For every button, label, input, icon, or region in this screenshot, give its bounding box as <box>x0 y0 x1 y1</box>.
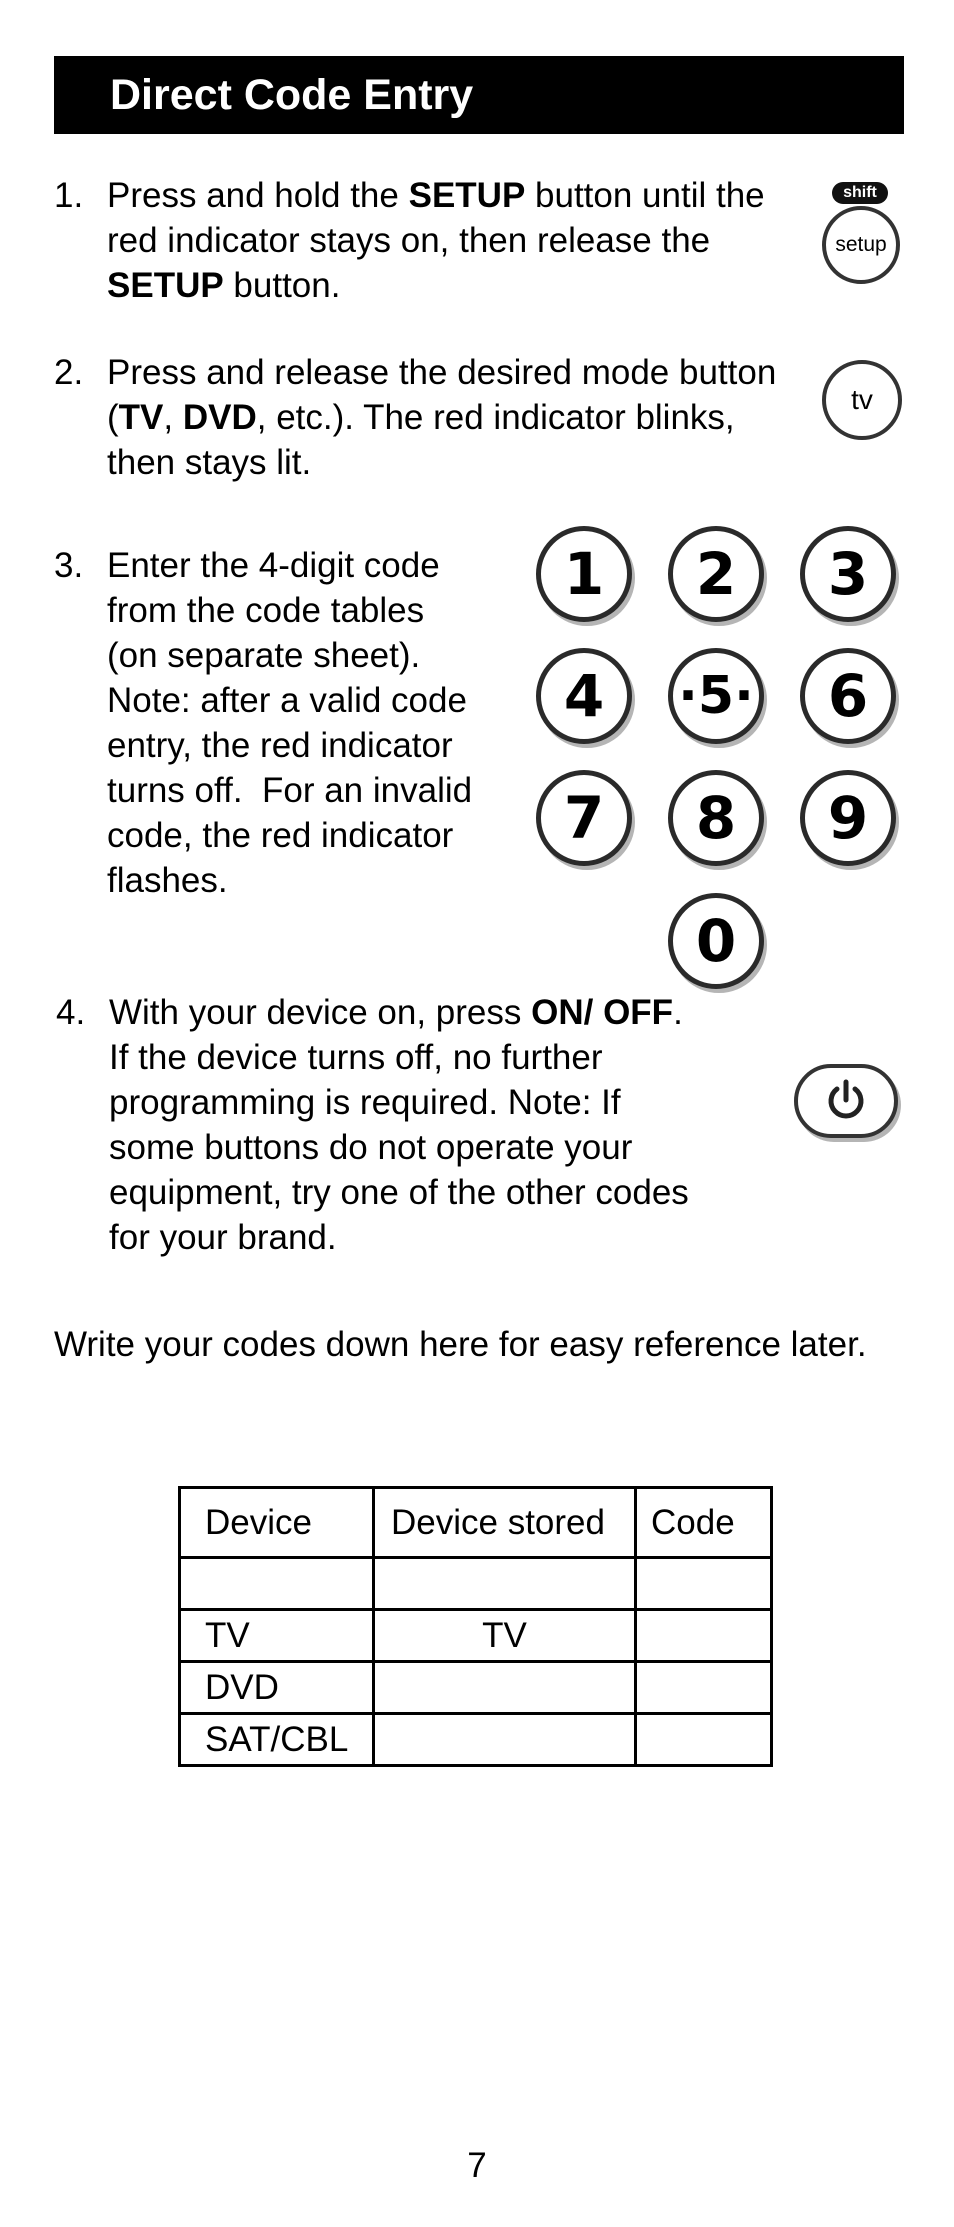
table-cell[interactable] <box>636 1714 772 1766</box>
step-number: 1. <box>54 176 84 215</box>
step-text: Enter the 4-digit code from the code tables (on separate sheet). Note: after a valid code entry, the red indicator turns off. For an invalid code, the red indicator flashes. <box>107 546 473 900</box>
header-cell: Device stored <box>374 1488 636 1558</box>
key-7[interactable]: 7 <box>536 770 632 866</box>
table-cell[interactable] <box>636 1610 772 1662</box>
header-cell: Code <box>636 1488 772 1558</box>
key-1[interactable]: 1 <box>536 526 632 622</box>
table-cell[interactable]: SAT/CBL <box>180 1714 374 1766</box>
power-button[interactable] <box>794 1064 898 1138</box>
table-cell[interactable] <box>636 1662 772 1714</box>
step-number: 3. <box>54 546 84 585</box>
step-number: 4. <box>56 993 86 1032</box>
key-5[interactable]: ·5· <box>668 648 764 744</box>
header-cell: Device <box>180 1488 374 1558</box>
step-text: Press and release the desired mode button (TV, DVD, etc.). The red indicator blinks, then stays lit. <box>107 353 777 482</box>
step-1 <box>54 173 814 313</box>
table-row <box>180 1662 772 1714</box>
table-cell[interactable] <box>374 1662 636 1714</box>
tv-mode-button[interactable]: tv <box>822 360 902 440</box>
page-number: 7 <box>467 2146 487 2185</box>
step-4 <box>56 990 696 1280</box>
section-title: Direct Code Entry <box>110 70 474 119</box>
key-0[interactable]: 0 <box>668 893 764 989</box>
table-header-row <box>180 1488 772 1558</box>
key-6[interactable]: 6 <box>800 648 896 744</box>
table-cell[interactable]: TV <box>374 1610 636 1662</box>
table-cell[interactable]: DVD <box>180 1662 374 1714</box>
table-row <box>180 1610 772 1662</box>
table-row <box>180 1558 772 1610</box>
table-cell[interactable]: TV <box>180 1610 374 1662</box>
step-2 <box>54 350 814 490</box>
table-cell[interactable] <box>180 1558 374 1610</box>
step-text: Press and hold the SETUP button until the red indicator stays on, then release the SETUP button. <box>107 176 765 305</box>
code-table <box>178 1486 773 1767</box>
table-cell[interactable] <box>636 1558 772 1610</box>
table-cell[interactable] <box>374 1558 636 1610</box>
key-9[interactable]: 9 <box>800 770 896 866</box>
key-4[interactable]: 4 <box>536 648 632 744</box>
table-row <box>180 1714 772 1766</box>
key-2[interactable]: 2 <box>668 526 764 622</box>
section-header <box>54 56 904 134</box>
step-text: With your device on, press ON/ OFF. If the device turns off, no further programming is required. Note: If some buttons do not operate your equipment, try one of the other codes for your brand. <box>109 993 689 1257</box>
power-icon <box>823 1078 869 1124</box>
shift-button[interactable]: shift <box>832 182 888 204</box>
step-number: 2. <box>54 353 84 392</box>
key-3[interactable]: 3 <box>800 526 896 622</box>
key-8[interactable]: 8 <box>668 770 764 866</box>
table-cell[interactable] <box>374 1714 636 1766</box>
reference-note: Write your codes down here for easy reference later. <box>54 1325 867 1364</box>
setup-button[interactable]: setup <box>822 206 900 284</box>
step-3 <box>54 543 534 913</box>
